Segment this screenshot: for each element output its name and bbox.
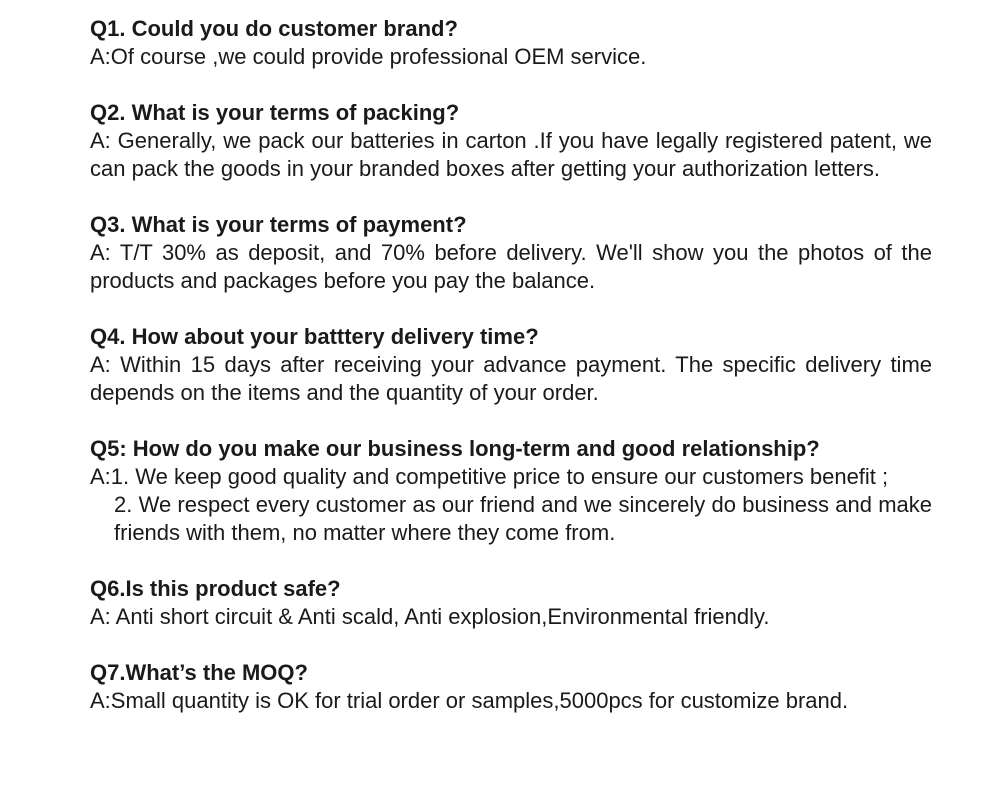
faq-question-6: Q6.Is this product safe? bbox=[90, 576, 341, 601]
faq-item-7 bbox=[90, 659, 932, 715]
faq-answer-5-line-2: 2. We respect every customer as our friend and we sincerely do business and make friends with them, no matter where they come from. bbox=[114, 492, 932, 545]
faq-question-5: Q5: How do you make our business long-term and good relationship? bbox=[90, 436, 820, 461]
faq-question-3: Q3. What is your terms of payment? bbox=[90, 212, 467, 237]
faq-answer-6-line-1: A: Anti short circuit & Anti scald, Anti explosion,Environmental friendly. bbox=[90, 604, 770, 629]
faq-answer-3-line-1: A: T/T 30% as deposit, and 70% before delivery. We'll show you the photos of the products and packages before you pay the balance. bbox=[90, 240, 932, 293]
faq-item-6 bbox=[90, 575, 932, 631]
faq-item-4 bbox=[90, 323, 932, 407]
faq-item-1 bbox=[90, 15, 932, 71]
faq-answer-7-line-1: A:Small quantity is OK for trial order or samples,5000pcs for customize brand. bbox=[90, 688, 849, 713]
faq-answer-4-line-1: A: Within 15 days after receiving your advance payment. The specific delivery time depends on the items and the quantity of your order. bbox=[90, 352, 932, 405]
faq-item-2 bbox=[90, 99, 932, 183]
faq-question-1: Q1. Could you do customer brand? bbox=[90, 16, 458, 41]
faq-answer-2 bbox=[90, 127, 932, 183]
faq-question-2: Q2. What is your terms of packing? bbox=[90, 100, 460, 125]
faq-question-4: Q4. How about your batttery delivery time? bbox=[90, 324, 539, 349]
faq-answer-6 bbox=[90, 603, 932, 631]
faq-answer-1 bbox=[90, 43, 932, 71]
faq-answer-4 bbox=[90, 351, 932, 407]
faq-answer-3 bbox=[90, 239, 932, 295]
faq-item-3 bbox=[90, 211, 932, 295]
faq-answer-5 bbox=[90, 463, 932, 547]
faq-answer-2-line-1: A: Generally, we pack our batteries in carton .If you have legally registered patent, we can pack the goods in your branded boxes after getting your authorization letters. bbox=[90, 128, 932, 181]
faq-question-7: Q7.What’s the MOQ? bbox=[90, 660, 308, 685]
faq-item-5 bbox=[90, 435, 932, 547]
faq-answer-1-line-1: A:Of course ,we could provide professional OEM service. bbox=[90, 44, 647, 69]
faq-list bbox=[90, 15, 932, 715]
faq-answer-5-line-1: A:1. We keep good quality and competitive price to ensure our customers benefit ; bbox=[90, 464, 889, 489]
faq-answer-7 bbox=[90, 687, 932, 715]
